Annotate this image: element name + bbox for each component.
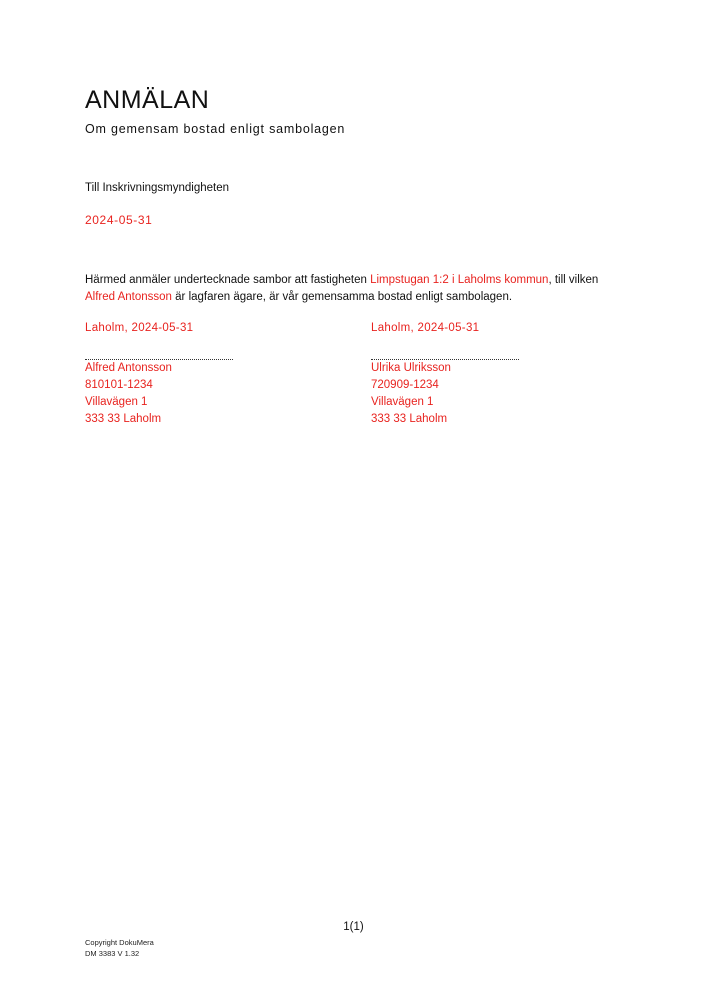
signatory-block-2: [371, 320, 621, 428]
declaration-text-part2: , till vilken: [548, 274, 599, 286]
signature-line[interactable]: [371, 351, 519, 360]
signatory-street: Villavägen 1: [371, 396, 434, 408]
signature-line[interactable]: [85, 351, 233, 360]
footer-version: DM 3383 V 1.32: [85, 949, 140, 958]
footer: [85, 937, 154, 959]
owner-name: Alfred Antonsson: [85, 291, 172, 303]
signatory-name: Ulrika Ulriksson: [371, 362, 451, 374]
property-name: Limpstugan 1:2 i Laholms kommun: [370, 274, 549, 286]
signatory-place-date: Laholm, 2024-05-31: [85, 322, 194, 334]
declaration-paragraph: [85, 272, 625, 306]
declaration-text-part3: är lagfaren ägare, är vår gemensamma bostad enligt sambolagen.: [171, 291, 513, 303]
signatory-street: Villavägen 1: [85, 396, 148, 408]
signatory-name: Alfred Antonsson: [85, 362, 172, 374]
document-subtitle: Om gemensam bostad enligt sambolagen: [85, 122, 346, 136]
document-title: ANMÄLAN: [85, 86, 210, 114]
recipient-line: Till Inskrivningsmyndigheten: [85, 182, 230, 194]
signatory-postal: 333 33 Laholm: [371, 413, 448, 425]
page-number: 1(1): [343, 921, 364, 933]
document-date: 2024-05-31: [85, 213, 153, 227]
signatory-block-1: [85, 320, 335, 428]
signatory-postal: 333 33 Laholm: [85, 413, 162, 425]
signatory-personal-number: 720909-1234: [371, 379, 439, 391]
declaration-text-part1: Härmed anmäler undertecknade sambor att fastigheten: [85, 274, 371, 286]
footer-copyright: Copyright DokuMera: [85, 938, 154, 947]
signatory-place-date: Laholm, 2024-05-31: [371, 322, 480, 334]
signatory-personal-number: 810101-1234: [85, 379, 153, 391]
